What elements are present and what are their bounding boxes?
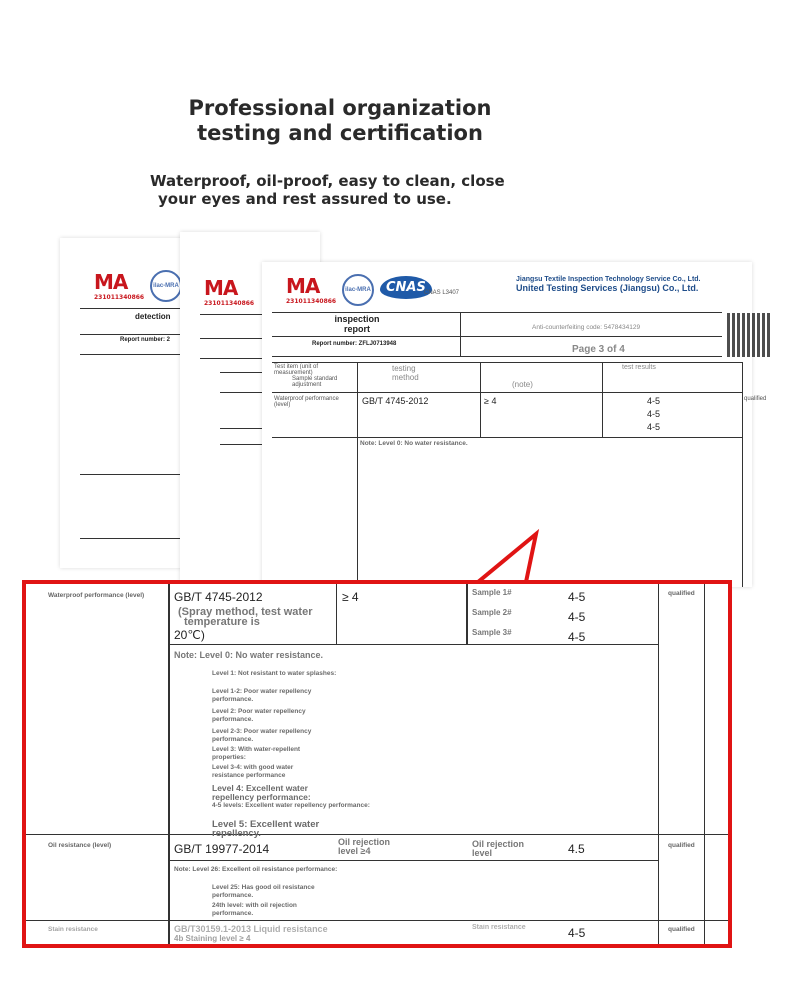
cma-logo-3 <box>286 274 336 305</box>
col-test-results: test results <box>622 364 656 371</box>
sample-2-label: Sample 2# <box>472 608 512 617</box>
stain-label: Stain resistance <box>48 926 98 933</box>
cnas-logo: CNAS <box>380 276 432 299</box>
ilac-logo-3 <box>342 274 374 306</box>
subheadline-line-1: Waterproof, oil-proof, easy to clean, close <box>150 172 505 190</box>
front-waterproof-label: Waterproof performance (level) <box>274 396 339 408</box>
waterproof-standard: GB/T 4745-2012 <box>174 590 263 604</box>
oil-result-label: Oil rejection level <box>472 839 525 858</box>
stain-verdict: qualified <box>668 926 695 933</box>
sample-1-label: Sample 1# <box>472 588 512 597</box>
headline-line-1: Professional organization <box>188 96 492 120</box>
oil-value: 4.5 <box>568 842 585 856</box>
ilac-logo-text: ilac-MRA <box>153 283 179 289</box>
ilac-logo-text-3: ilac-MRA <box>345 287 371 293</box>
oil-verdict: qualified <box>668 842 695 849</box>
note-level-4-5: 4-5 levels: Excellent water repellency performance: <box>212 802 370 809</box>
stain-result-label: Stain resistance <box>472 924 526 931</box>
stain-requirement: 4b Staining level ≥ 4 <box>174 934 251 943</box>
report-number: Report number: ZFLJ0713948 <box>312 341 397 347</box>
note-level-2-3: Level 2-3: Poor water repellency performance. <box>212 728 312 743</box>
note-level-5: Level 5: Excellent water repellency. <box>212 819 320 839</box>
waterproof-label: Waterproof performance (level) <box>48 592 145 599</box>
oil-note-title: Note: Level 26: Excellent oil resistance performance: <box>174 866 338 873</box>
note-level-4: Level 4: Excellent water repellency performance: <box>212 783 311 802</box>
cma-logo <box>94 270 144 301</box>
cma-logo-text-3: MA <box>286 274 320 298</box>
uts-name-cn: Jiangsu Textile Inspection Technology Service Co., Ltd. <box>516 276 701 283</box>
sample-1-value: 4-5 <box>568 590 586 604</box>
note-level-1: Level 1: Not resistant to water splashes: <box>212 670 337 677</box>
front-qualified: qualified <box>744 396 767 402</box>
sample-3-label: Sample 3# <box>472 628 512 637</box>
col-testing-method: testing method <box>392 364 419 382</box>
cma-logo-2 <box>204 276 254 307</box>
col-test-item: Test item (unit of measurement) <box>274 364 319 376</box>
waterproof-method-1: (Spray method, test water <box>178 606 313 618</box>
oil-note-1: Level 25: Has good oil resistance performance. <box>212 884 315 899</box>
headline <box>0 96 680 146</box>
cnas-code: CNAS L3407 <box>424 290 460 296</box>
headline-line-2: testing and certification <box>197 121 483 145</box>
oil-note-2: 24th level: with oil rejection performance. <box>212 902 297 917</box>
report-sheet-back-1 <box>60 238 200 568</box>
oil-requirement: Oil rejection level ≥4 <box>338 837 391 856</box>
front-waterproof-std: GB/T 4745-2012 <box>362 396 429 406</box>
note-level-3-4: Level 3-4: with good water resistance performance <box>212 764 294 779</box>
col-note: (note) <box>512 380 533 389</box>
waterproof-requirement: ≥ 4 <box>342 590 359 604</box>
sample-2-value: 4-5 <box>568 610 586 624</box>
cma-number-2: 231011340866 <box>204 300 255 307</box>
note-level-2: Level 2: Poor water repellency performance. <box>212 708 306 723</box>
uts-name-en: United Testing Services (Jiangsu) Co., Ltd. <box>516 283 699 293</box>
note-title: Note: Level 0: No water resistance. <box>174 650 324 660</box>
oil-label: Oil resistance (level) <box>48 842 112 849</box>
subheadline-line-2: your eyes and rest assured to use. <box>158 190 452 208</box>
front-note-title: Note: Level 0: No water resistance. <box>360 440 468 447</box>
stain-value: 4-5 <box>568 926 586 940</box>
anti-counterfeit-code: Anti-counterfeiting code: 5478434129 <box>532 324 641 331</box>
page-indicator: Page 3 of 4 <box>572 344 625 355</box>
col-sample-standard: Sample standard adjustment <box>292 376 338 388</box>
cma-number-3: 231011340866 <box>286 298 337 305</box>
front-val-3: 4-5 <box>647 422 661 432</box>
cma-logo-text-2: MA <box>204 276 238 300</box>
waterproof-verdict: qualified <box>668 590 695 597</box>
note-level-3: Level 3: With water-repellent properties: <box>212 746 301 761</box>
cma-logo-text: MA <box>94 270 128 294</box>
note-level-1-2: Level 1-2: Poor water repellency performance. <box>212 688 312 703</box>
cma-number: 231011340866 <box>94 294 145 301</box>
oil-standard: GB/T 19977-2014 <box>174 842 270 856</box>
subheadline <box>150 172 570 208</box>
sample-3-value: 4-5 <box>568 630 586 644</box>
qr-code <box>727 313 771 357</box>
waterproof-method-3: 20℃) <box>174 628 205 642</box>
report-title: inspection report <box>334 314 380 334</box>
uts-logo <box>516 276 701 293</box>
callout-pointer <box>470 530 550 585</box>
waterproof-method-2: temperature is <box>184 616 260 628</box>
front-val-1: 4-5 <box>647 396 661 406</box>
front-waterproof-req: ≥ 4 <box>484 396 497 406</box>
back-detection-title: detection <box>135 312 171 321</box>
back-report-number: Report number: 2 <box>120 337 171 343</box>
zoomed-test-table <box>22 580 732 948</box>
front-val-2: 4-5 <box>647 409 661 419</box>
ilac-logo <box>150 270 182 302</box>
stain-standard: GB/T30159.1-2013 Liquid resistance <box>174 924 328 934</box>
